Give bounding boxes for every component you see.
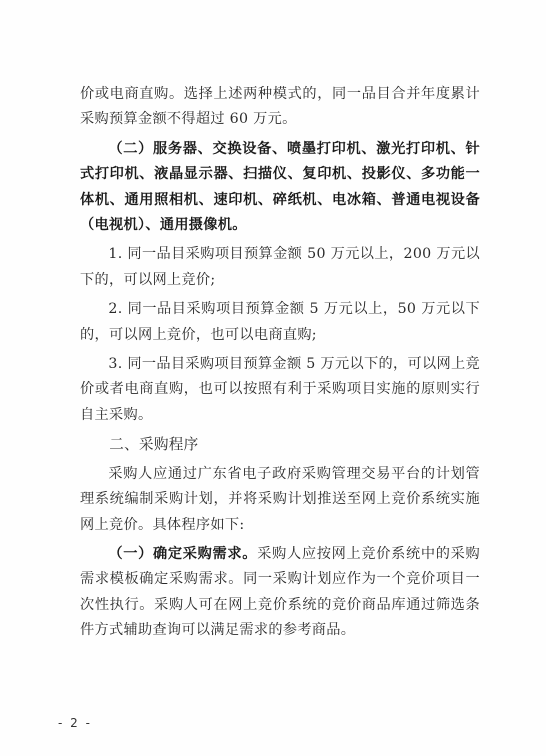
- paragraph-category-two: （二）服务器、交换设备、喷墨打印机、激光打印机、针式打印机、液晶显示器、扫描仪、复印机、投影仪、多功能一体机、通用照相机、速印机、碎纸机、电冰箱、普通电视设备（电视机）、通用摄像机。: [80, 140, 480, 234]
- paragraph-item-1: 1. 同一品目采购项目预算金额 50 万元以上，200 万元以下的，可以网上竞价;: [80, 246, 480, 288]
- section-heading-procurement-procedure: 二、采购程序: [109, 436, 199, 454]
- paragraph-determine-requirements: [80, 542, 480, 644]
- paragraph-rest: 采购人应按网上竞价系统中的采购需求模板确定采购需求。同一采购计划应作为一个竞价项目一次性执行。采购人可在网上竞价系统的竞价商品库通过筛选条件方式辅助查询可以满足需求的参考商品。: [80, 545, 480, 639]
- paragraph-continuation: 价或电商直购。选择上述两种模式的，同一品目合并年度累计采购预算金额不得超过 60 万元。: [80, 86, 480, 128]
- paragraph-item-3: 3. 同一品目采购项目预算金额 5 万元以下的，可以网上竞价或者电商直购，也可以按照有利于采购项目实施的原则实行自主采购。: [80, 356, 480, 423]
- paragraph-item-2: 2. 同一品目采购项目预算金额 5 万元以上，50 万元以下的，可以网上竞价，也可以电商直购;: [80, 301, 480, 343]
- paragraph-lead-bold: （一）确定采购需求。: [108, 545, 258, 562]
- page-number: - 2 -: [58, 716, 92, 730]
- paragraph-procedure-intro: 采购人应通过广东省电子政府采购管理交易平台的计划管理系统编制采购计划，并将采购计划推送至网上竞价系统实施网上竞价。具体程序如下:: [80, 465, 480, 533]
- document-body: [80, 82, 480, 644]
